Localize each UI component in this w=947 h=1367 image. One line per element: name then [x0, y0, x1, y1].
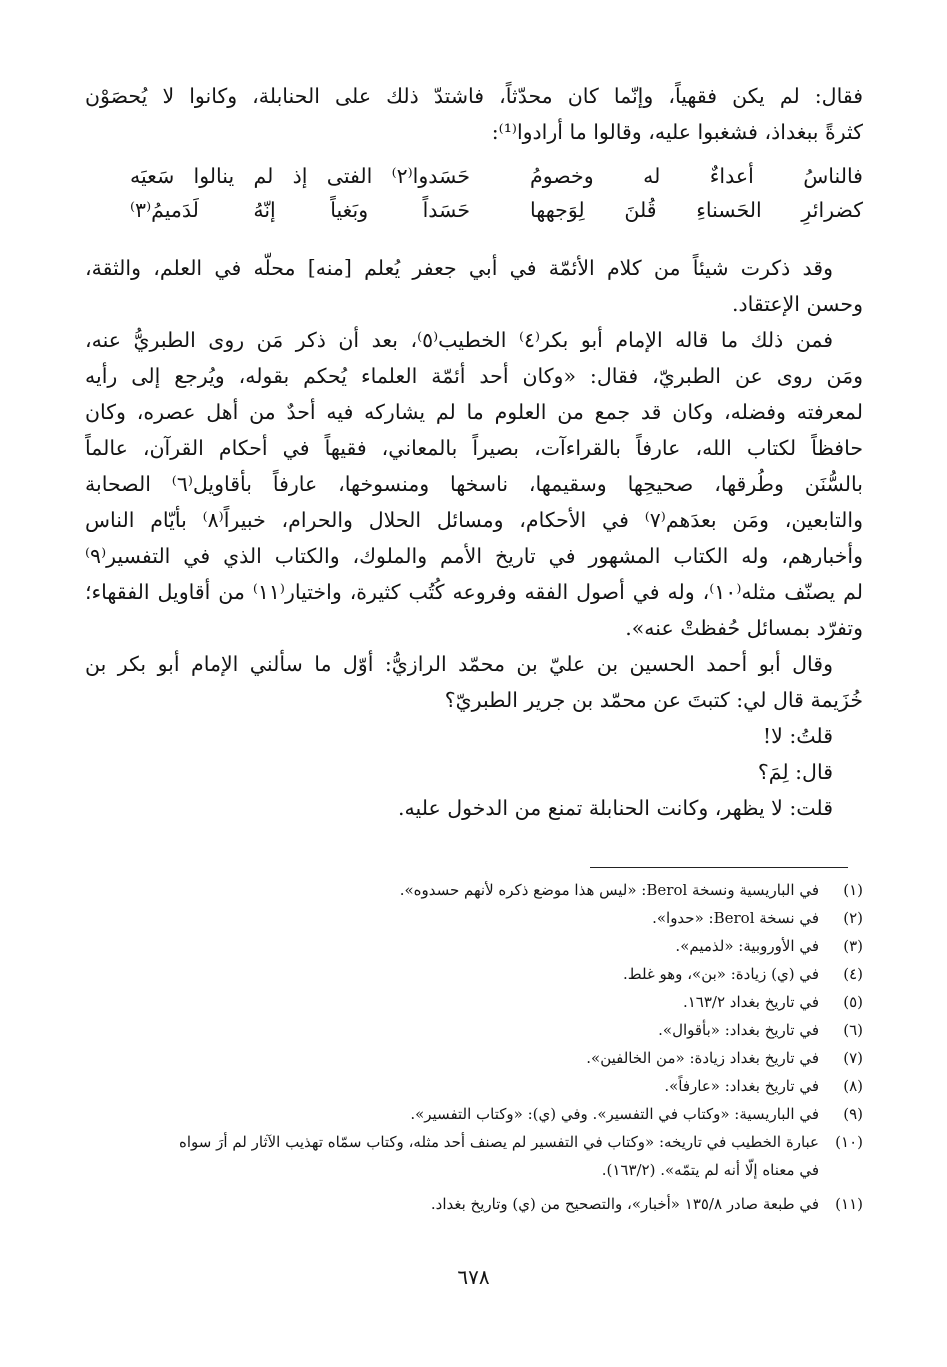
- footnote-number: (١): [843, 881, 863, 899]
- footnote: [85, 990, 863, 1014]
- text-line: ومَن روى عن الطبريّ، فقال: «وكان أحد أئمّة العلماء يُحكم بقوله، ويُرجع إلى رأيه: [85, 364, 863, 388]
- footnote: [85, 1018, 863, 1042]
- dialogue-line: قلت: لا يظهر، وكانت الحنابلة تمنع من الدخول عليه.: [398, 796, 833, 820]
- text-line: كثرةً ببغداذ، فشغبوا عليه، وقالوا ما أرادوا⁽¹⁾:: [491, 120, 863, 144]
- page-number: ٦٧٨: [457, 1265, 490, 1289]
- footnote-number: (٧): [843, 1049, 863, 1067]
- text-line: والتابعين، ومَن بعدَهم⁽٧⁾ في الأحكام، ومسائل الحلال والحرام، خبيراً⁽٨⁾ بأيّام الناس: [85, 508, 863, 532]
- text-line: خُزَيمة قال لي: كتبتَ عن محمّد بن جرير الطبريّ؟: [444, 688, 863, 712]
- text-line: فقال: لم يكن فقهياً، وإنّما كان محدّثاً، فاشتدّ ذلك على الحنابلة، وكانوا لا يُحصَوْن: [85, 84, 863, 108]
- footnote-number: (١٠): [835, 1133, 863, 1151]
- footnote-text: في تاريخ بغداد ١٦٣/٢.: [682, 993, 819, 1011]
- footnote-text: في الأوروبية: «لذميم».: [675, 937, 819, 955]
- footnote-text: في نسخة Berol: «حدوا».: [652, 909, 819, 927]
- footnote-continuation: في معناه إلّا أنه لم يتمّه». (١٦٣/٢).: [601, 1161, 819, 1179]
- footnote: [85, 878, 863, 902]
- footnote-text: في طبعة صادر ١٣٥/٨ «أخبار»، والتصحيح من (ي) وتاريخ بغداد.: [430, 1195, 819, 1213]
- footnote: [85, 1046, 863, 1070]
- footnote: [85, 1192, 863, 1216]
- footnote-number: (٣): [843, 937, 863, 955]
- footnote-number: (٦): [843, 1021, 863, 1039]
- footnote-number: (٩): [843, 1105, 863, 1123]
- text-line: وأخبارهم، وله الكتاب المشهور في تاريخ الأمم والملوك، والكتاب الذي في التفسير⁽٩⁾: [85, 544, 863, 568]
- footnote-text: في تاريخ بغداد: «بأقوال».: [658, 1021, 819, 1039]
- text-line: لم يصنّف مثله⁽١٠⁾، وله في أصول الفقه وفروعه كُتُب كثيرة، واختيار⁽١١⁾ من أقاويل الفقهاء؛: [85, 580, 863, 604]
- footnote-text: في تاريخ بغداد: «عارفاً».: [664, 1077, 819, 1095]
- poem-hemistich: فالناسُ أعداءٌ له وخصومُ: [530, 164, 863, 188]
- text-line: بالسُّنَن وطُرقها، صحيحِها وسقيمها، ناسخها ومنسوخها، عارفاً بأقاويل⁽٦⁾ الصحابة: [85, 472, 863, 496]
- text-line: لمعرفته وفضله، وكان قد جمع من العلوم ما لم يشاركه فيه أحدٌ من أهل عصره، وكان: [85, 400, 863, 424]
- poem-hemistich: حَسَدوا⁽٢⁾ الفتى إذ لم ينالوا سَعيَه: [130, 164, 470, 188]
- footnote-text: في تاريخ بغداد زيادة: «من الخالفين».: [586, 1049, 819, 1067]
- dialogue-line: قال: لِمَ؟: [757, 760, 833, 784]
- footnote: [85, 1130, 863, 1154]
- text-line: وقال أبو أحمد الحسين بن عليّ بن محمّد الرازيُّ: أوّل ما سألني الإمام أبو بكر بن: [85, 652, 833, 676]
- dialogue-line: قلتُ: لا!: [762, 724, 833, 748]
- footnote-separator: [590, 867, 848, 868]
- footnote-text: عبارة الخطيب في تاريخه: «وكتاب في التفسير لم يصنف أحد مثله، وكتاب سمّاه تهذيب الآثار لم أرَ سواه: [179, 1133, 819, 1151]
- footnote: [85, 906, 863, 930]
- text-line: حافظاً لكتاب الله، عارفاً بالقراءآت، بصيراً بالمعاني، فقيهاً في أحكام القرآن، عالماً: [85, 436, 863, 460]
- footnote-text: في الباريسية: «وكتاب في التفسير». وفي (ي): «وكتاب التفسير».: [410, 1105, 819, 1123]
- footnote-text: في (ي) زيادة: «بن»، وهو غلط.: [622, 965, 819, 983]
- poem-hemistich: كضرائرِ الحَسناءِ قُلنَ لِوَجهها: [530, 198, 863, 222]
- footnote: [85, 1074, 863, 1098]
- footnote: [85, 962, 863, 986]
- text-line: وقد ذكرت شيئاً من كلام الأئمّة في أبي جعفر يُعلم [منه] محلّه في العلم، والثقة،: [85, 256, 833, 280]
- poem-hemistich: حَسَداً وبَغياً إنّهُ لَدَميمُ⁽٣⁾: [130, 198, 470, 222]
- text-line: فمن ذلك ما قاله الإمام أبو بكر⁽٤⁾ الخطيب⁽٥⁾، بعد أن ذكر مَن روى الطبريُّ عنه،: [85, 328, 833, 352]
- text-line: وتفرّد بمسائل حُفظتْ عنه».: [625, 616, 863, 640]
- text-line: وحسن الإعتقاد.: [731, 292, 863, 316]
- footnote-number: (٥): [843, 993, 863, 1011]
- footnote-number: (٤): [843, 965, 863, 983]
- footnote-text: في الباريسية ونسخة Berol: «ليس هذا موضع ذكره لأنهم حسدوه».: [399, 881, 819, 899]
- footnote-number: (١١): [835, 1195, 863, 1213]
- footnote-number: (٢): [843, 909, 863, 927]
- footnote: [85, 934, 863, 958]
- footnote-number: (٨): [843, 1077, 863, 1095]
- footnote: [85, 1102, 863, 1126]
